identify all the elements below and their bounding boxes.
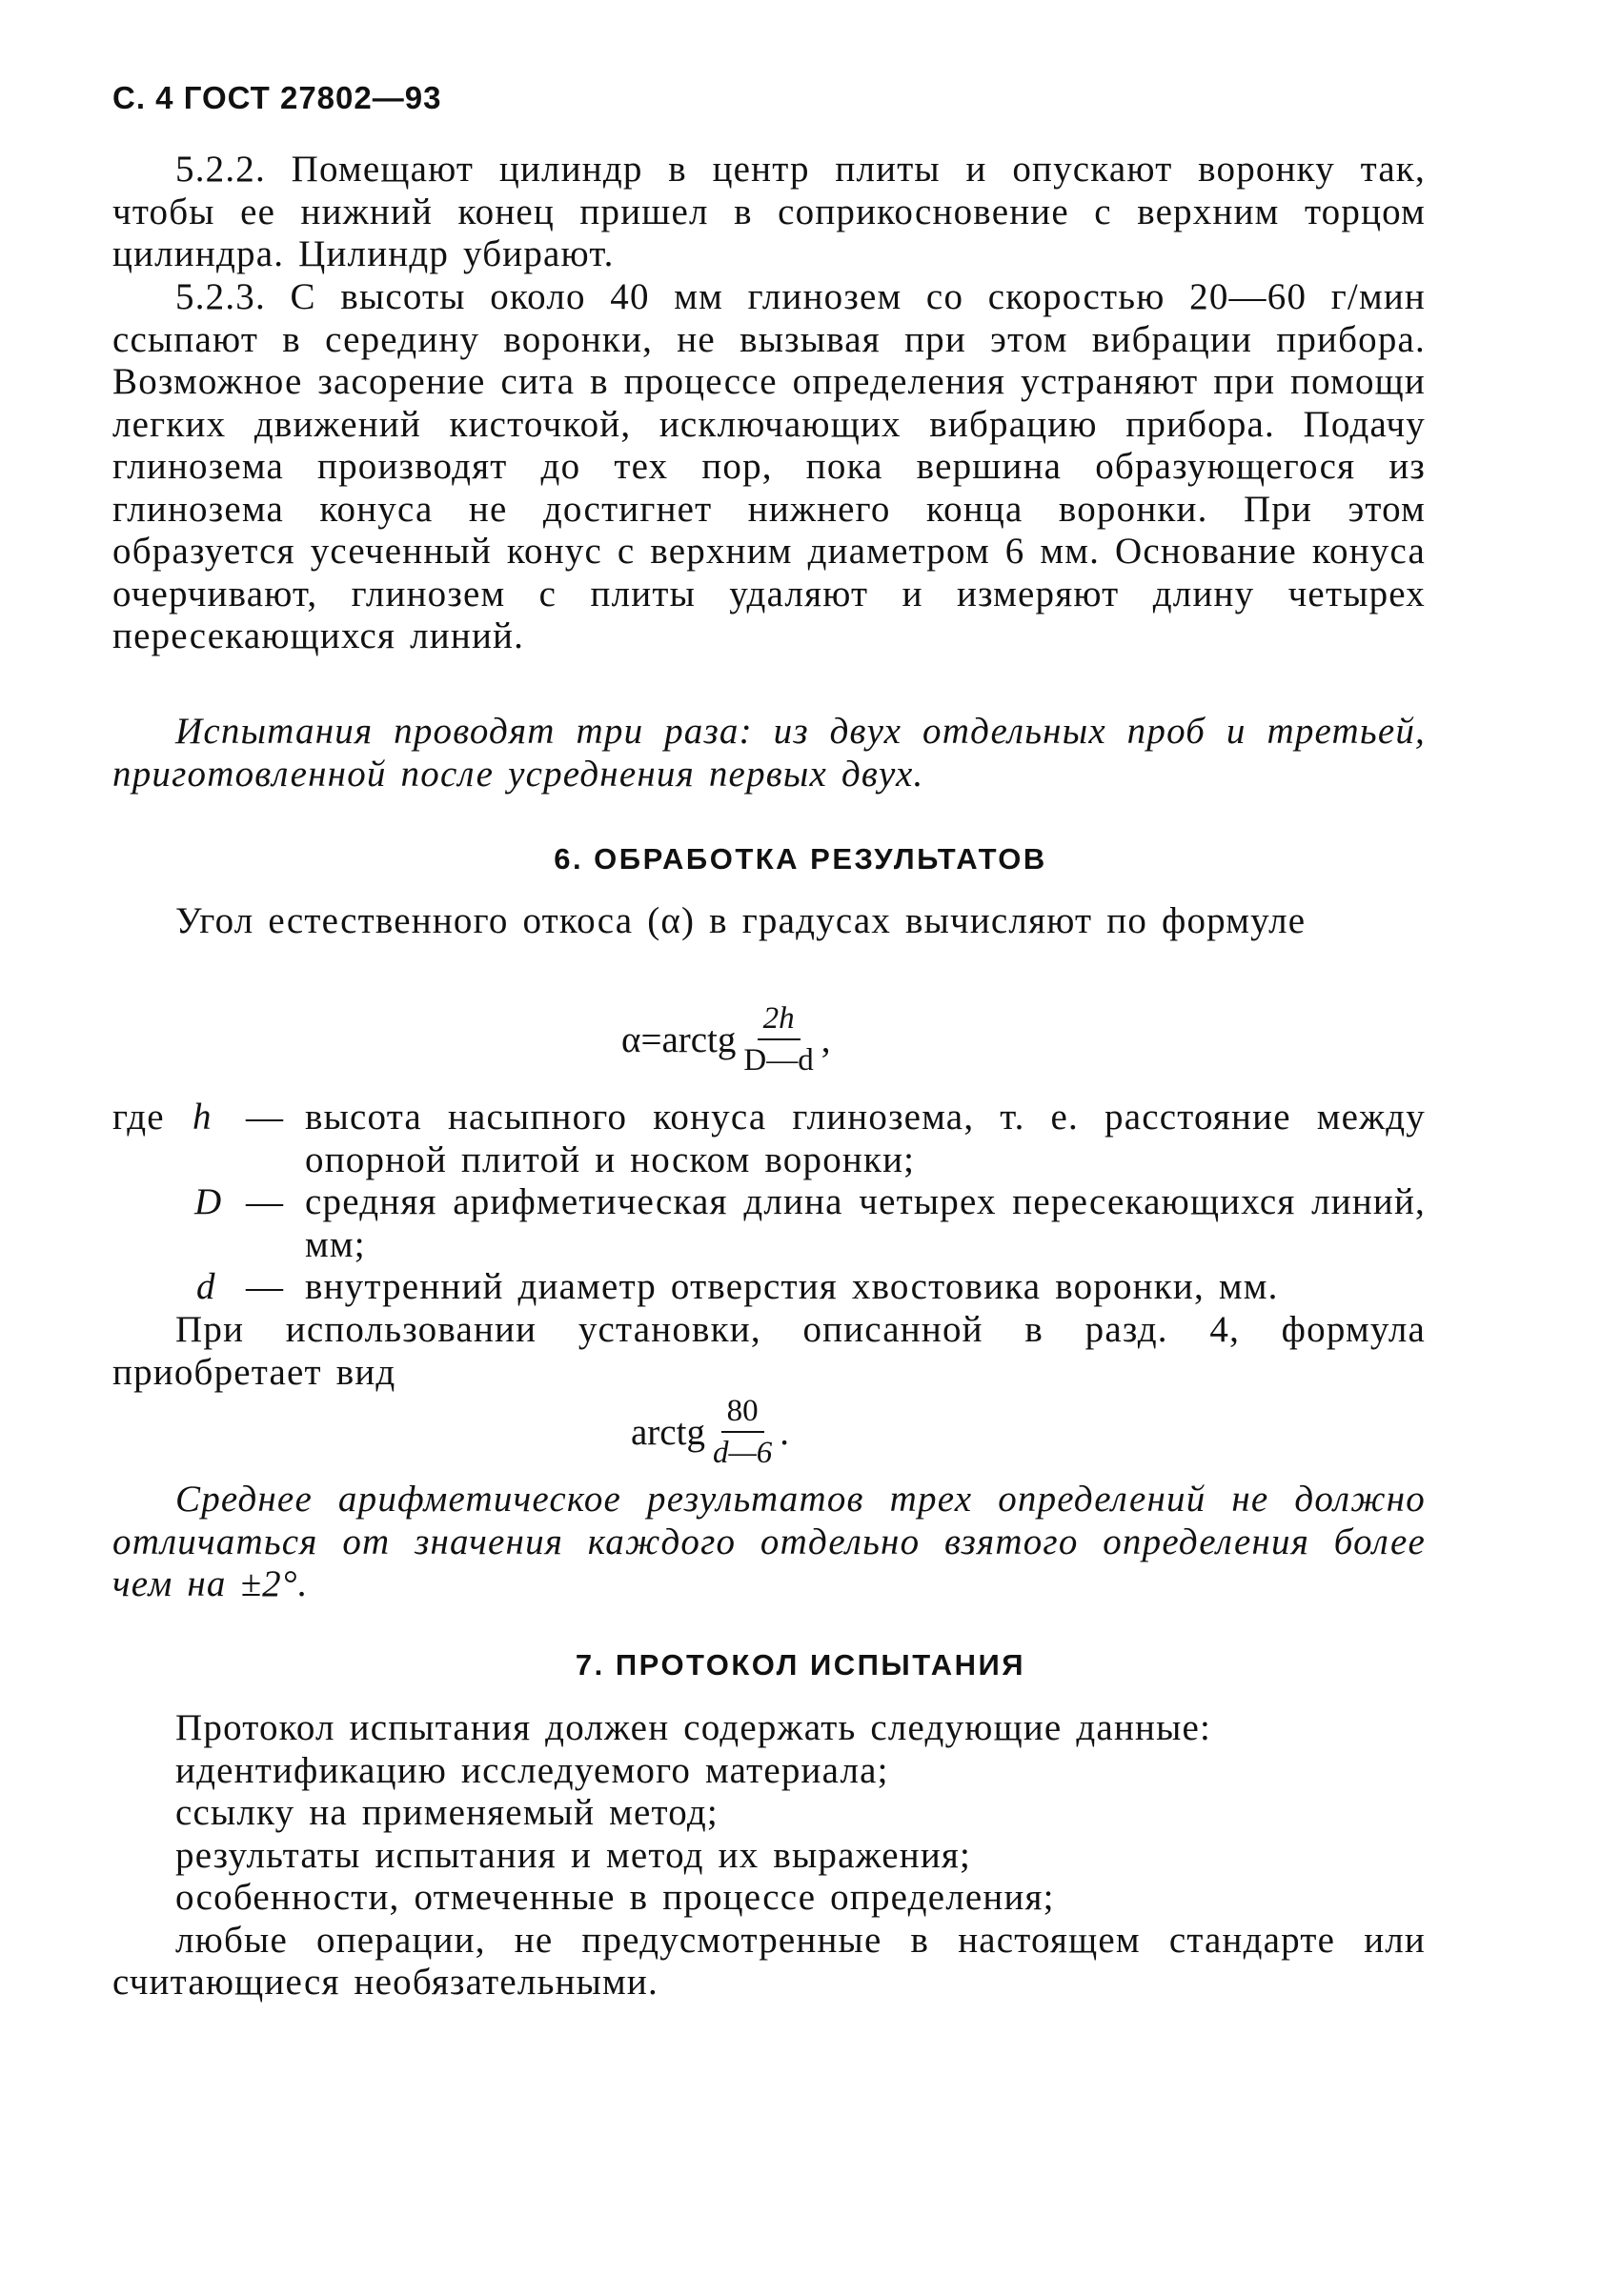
def-text-D: средняя арифметическая длина четырех пересекающихся линий, мм; (305, 1181, 1426, 1265)
clause-5-2-2: 5.2.2. Помещают цилиндр в центр плиты и опускают воронку так, чтобы ее нижний конец пришел в соприкосновение с верхним торцом цилиндра. Цилиндр убирают. (112, 149, 1426, 274)
formula2-tail: . (780, 1411, 790, 1453)
clause-5-2-3: 5.2.3. С высоты около 40 мм глинозем со скоростью 20—60 г/мин ссыпают в середину воронки, не вызывая при этом вибрации прибора. Возможное засорение сита в процессе определения устраняют при помощи легких движений кисточкой, исключающих вибрацию прибора. Подачу глинозема производят до тех пор, пока вершина образующегося из глинозема конуса не достигнет нижнего конца воронки. При этом образуется усеченный конус с верхним диаметром 6 мм. Основание конуса очерчивают, глинозем с плиты удаляют и измеряют длину четырех пересекающихся линий. (112, 276, 1426, 656)
section-6-heading: 6. ОБРАБОТКА РЕЗУЛЬТАТОВ (554, 842, 1047, 876)
formula-eq: = (640, 1018, 662, 1060)
setup-text: При использовании установки, описанной в разд. 4, формула приобретает вид (112, 1309, 1426, 1393)
formula-tail: , (821, 1018, 831, 1060)
clause-5-2-3-note: Испытания проводят три раза: из двух отдельных проб и третьей, приготовленной после усреднения первых двух. (112, 711, 1426, 795)
def-dash-D: — (246, 1181, 285, 1222)
protocol-list (112, 1707, 1426, 2004)
list-item: результаты испытания и метод их выражения; (175, 1834, 972, 1876)
formula2-denominator: d—6 (712, 1436, 773, 1470)
formula-angle (621, 1000, 830, 1078)
formula2-numerator: 80 (721, 1393, 764, 1433)
formula-denominator: D—d (743, 1043, 814, 1078)
section-6-italic-note: Среднее арифметическое результатов трех определений не должно отличаться от значения каждого отдельно взятого определения более чем на ±2°. (112, 1479, 1426, 1604)
protocol-intro: Протокол испытания должен содержать следующие данные: (175, 1707, 1212, 1748)
list-item: ссылку на применяемый метод; (175, 1792, 719, 1833)
formula-setup (631, 1393, 789, 1471)
formula2-fraction (707, 1393, 778, 1471)
formula-lhs: α (621, 1018, 641, 1060)
section-6-intro: Угол естественного откоса (α) в градусах вычисляют по формуле (175, 900, 1307, 941)
def-symbol-d: d (196, 1266, 216, 1307)
formula-fraction (738, 1000, 819, 1078)
list-item: идентификацию исследуемого материала; (175, 1749, 889, 1791)
section-7-heading: 7. ПРОТОКОЛ ИСПЫТАНИЯ (575, 1648, 1026, 1682)
formula2-func: arctg (631, 1411, 705, 1453)
list-item: особенности, отмеченные в процессе определения; (175, 1877, 1055, 1918)
def-dash-h: — (246, 1097, 285, 1138)
def-dash-d: — (246, 1266, 285, 1307)
list-item: любые операции, не предусмотренные в настоящем стандарте или считающиеся необязательными. (112, 1919, 1426, 2003)
def-symbol-h: h (193, 1097, 213, 1138)
def-text-h: высота насыпного конуса глинозема, т. е. расстояние между опорной плитой и носком воронки; (305, 1097, 1426, 1180)
page-header: С. 4 ГОСТ 27802—93 (112, 80, 442, 115)
def-symbol-D: D (194, 1181, 223, 1222)
def-text-d: внутренний диаметр отверстия хвостовика воронки, мм. (305, 1266, 1279, 1307)
formula-numerator: 2h (758, 1000, 800, 1040)
where-word: где (112, 1097, 165, 1138)
formula-func: arctg (661, 1018, 737, 1060)
